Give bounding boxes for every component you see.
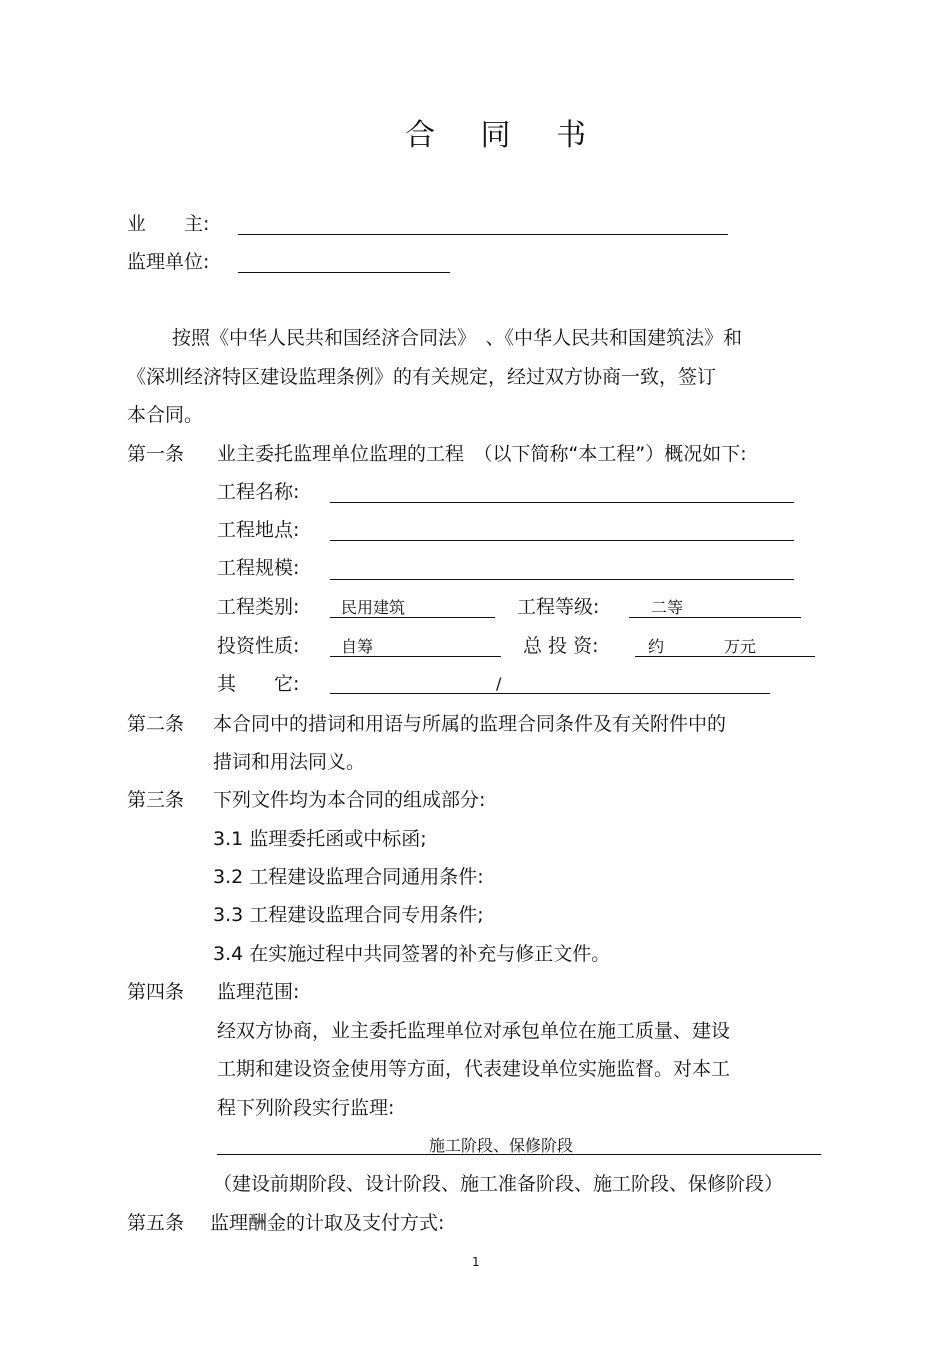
- project-name-fill-line[interactable]: [330, 502, 794, 503]
- page-number: 1: [472, 1255, 480, 1269]
- supervisor-fill-line[interactable]: [238, 272, 450, 273]
- article-3-item-3: 3.3 工程建设监理合同专用条件;: [213, 904, 484, 926]
- project-category-label: 工程类别:: [217, 596, 300, 618]
- article-3-number: 第三条: [127, 789, 185, 811]
- investment-nature-value: 自筹: [341, 637, 374, 656]
- project-category-fill-line[interactable]: [330, 617, 495, 618]
- total-investment-fill-line[interactable]: [635, 656, 815, 657]
- article-2-line-2: 措词和用法同义。: [213, 751, 366, 773]
- article-2-line-1: 本合同中的措词和用语与所属的监理合同条件及有关附件中的: [213, 713, 727, 735]
- supervision-stages-value: 施工阶段、保修阶段: [429, 1136, 574, 1155]
- supervision-stages-fill-line[interactable]: [217, 1154, 821, 1155]
- other-fill-line[interactable]: [330, 693, 770, 694]
- article-5-number: 第五条: [127, 1212, 185, 1234]
- article-3-text: 下列文件均为本合同的组成部分:: [213, 789, 486, 811]
- article-5-text: 监理酬金的计取及支付方式:: [210, 1212, 445, 1234]
- project-location-fill-line[interactable]: [330, 540, 794, 541]
- project-grade-value: 二等: [651, 598, 684, 617]
- page-title: 合 同 书: [405, 118, 605, 153]
- article-4-line-3: 程下列阶段实行监理:: [217, 1097, 395, 1119]
- project-category-value: 民用建筑: [341, 598, 406, 617]
- article-1-text: 业主委托监理单位监理的工程 （以下简称“本工程”）概况如下:: [217, 443, 747, 465]
- investment-nature-label: 投资性质:: [217, 635, 300, 657]
- preamble-line-1: 按照《中华人民共和国经济合同法》 、《中华人民共和国建筑法》和: [172, 327, 743, 349]
- project-location-label: 工程地点:: [217, 519, 300, 541]
- article-3-item-4: 3.4 在实施过程中共同签署的补充与修正文件。: [213, 943, 611, 965]
- article-3-item-2: 3.2 工程建设监理合同通用条件:: [213, 866, 484, 888]
- other-value: /: [496, 674, 502, 693]
- owner-fill-line[interactable]: [238, 234, 728, 235]
- project-scale-fill-line[interactable]: [330, 579, 794, 580]
- investment-nature-fill-line[interactable]: [330, 656, 501, 657]
- total-investment-label: 总 投 资:: [523, 635, 599, 657]
- project-name-label: 工程名称:: [217, 481, 300, 503]
- article-4-number: 第四条: [127, 981, 185, 1003]
- article-3-item-1: 3.1 监理委托函或中标函;: [213, 828, 427, 850]
- article-1-number: 第一条: [127, 443, 185, 465]
- total-investment-unit: 万元: [724, 637, 757, 656]
- preamble-line-3: 本合同。: [127, 404, 204, 426]
- project-scale-label: 工程规模:: [217, 557, 300, 579]
- owner-label: 业 主:: [127, 213, 210, 235]
- article-4-text: 监理范围:: [217, 981, 300, 1003]
- article-4-line-1: 经双方协商，业主委托监理单位对承包单位在施工质量、建设: [217, 1020, 731, 1042]
- project-grade-fill-line[interactable]: [629, 617, 801, 618]
- supervision-stages-options: （建设前期阶段、设计阶段、施工准备阶段、施工阶段、保修阶段）: [213, 1173, 784, 1195]
- project-grade-label: 工程等级:: [517, 596, 600, 618]
- other-label: 其 它:: [217, 673, 300, 695]
- article-2-number: 第二条: [127, 713, 185, 735]
- article-4-line-2: 工期和建设资金使用等方面，代表建设单位实施监督。对本工: [217, 1058, 731, 1080]
- total-investment-prefix: 约: [648, 637, 665, 656]
- preamble-line-2: 《深圳经济特区建设监理条例》的有关规定，经过双方协商一致，签订: [127, 366, 717, 388]
- supervisor-label: 监理单位:: [127, 251, 210, 273]
